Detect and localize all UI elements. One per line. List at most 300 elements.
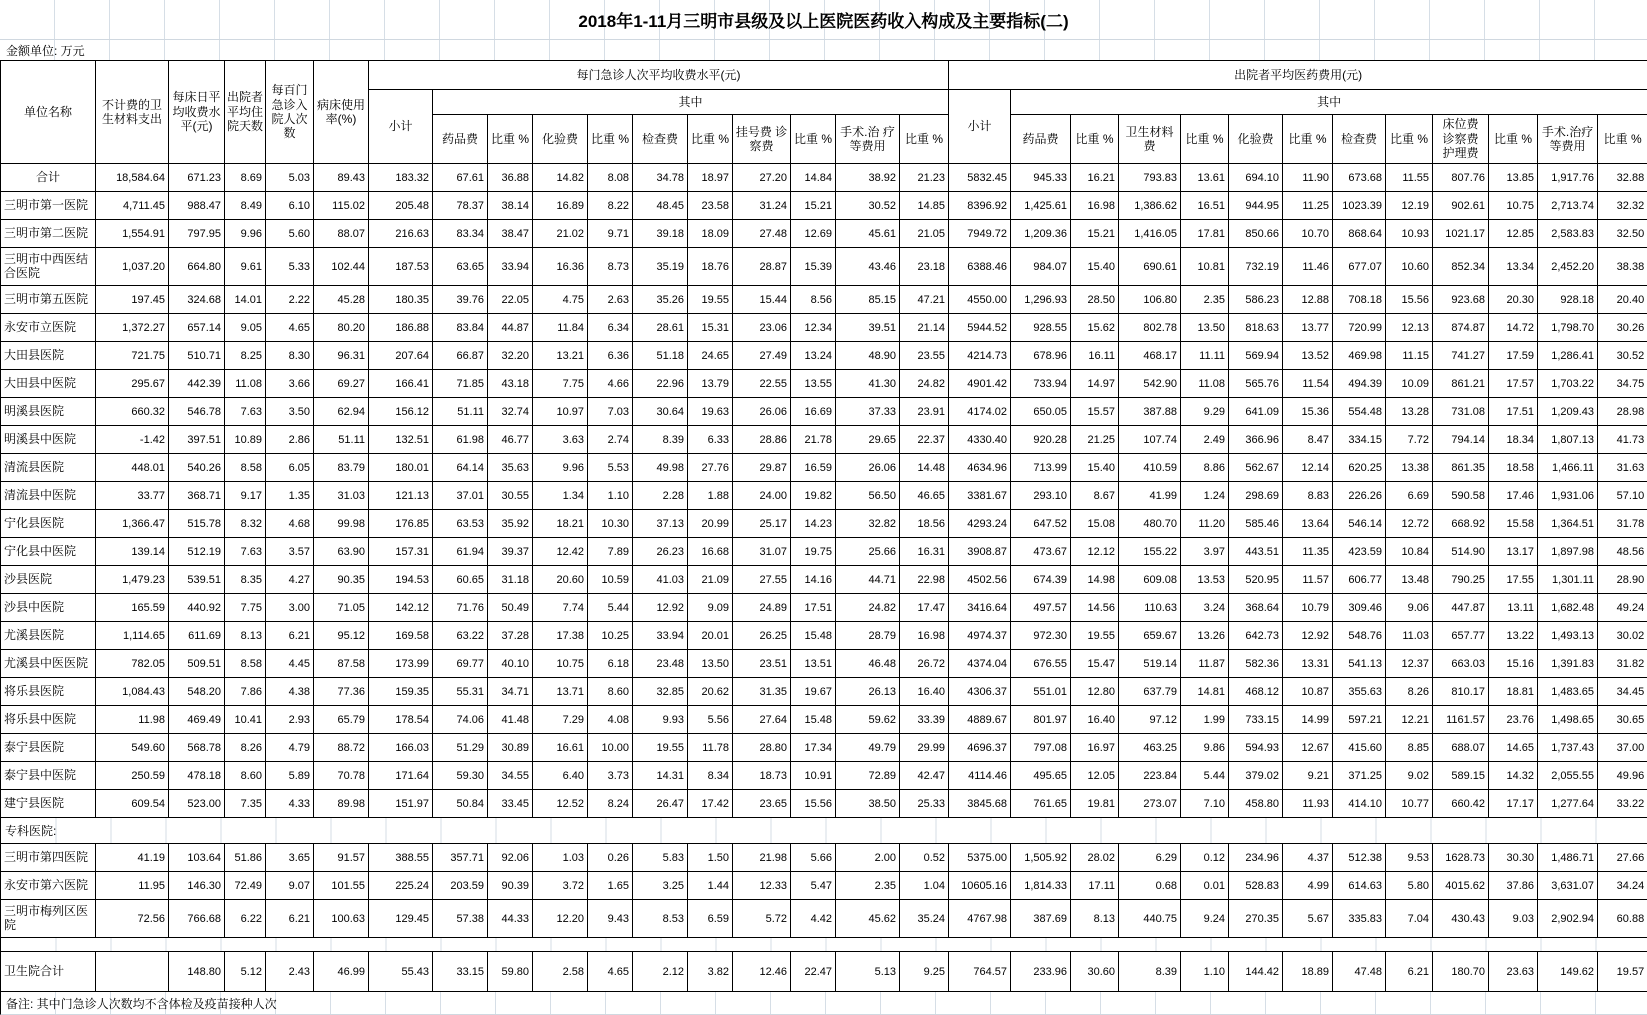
table-cell: 1.04: [900, 872, 949, 900]
table-cell: 440.92: [169, 594, 225, 622]
table-cell: 11.46: [1283, 248, 1333, 286]
row-name: 沙县医院: [1, 566, 96, 594]
table-cell: 16.97: [1071, 734, 1119, 762]
table-cell: 22.05: [488, 286, 533, 314]
row-name: 明溪县中医院: [1, 426, 96, 454]
table-cell: 90.39: [488, 872, 533, 900]
col-header-unit-name: 单位名称: [1, 61, 96, 164]
table-cell: 7.04: [1386, 900, 1433, 938]
table-cell: 1021.17: [1433, 220, 1489, 248]
table-cell: 1161.57: [1433, 706, 1489, 734]
table-cell: 47.48: [1333, 952, 1386, 992]
table-row: [1, 790, 1647, 818]
table-cell: 13.28: [1386, 398, 1433, 426]
table-cell: 528.83: [1229, 872, 1283, 900]
table-cell: 10.70: [1283, 220, 1333, 248]
table-cell: 4696.37: [949, 734, 1011, 762]
table-cell: 16.59: [791, 454, 836, 482]
table-cell: 10.41: [225, 706, 266, 734]
table-cell: 1,814.33: [1011, 872, 1071, 900]
table-cell: 17.47: [900, 594, 949, 622]
table-cell: 169.58: [369, 622, 433, 650]
table-cell: 12.42: [533, 538, 588, 566]
table-cell: 18.89: [1283, 952, 1333, 992]
table-cell: 7.86: [225, 678, 266, 706]
table-row: [1, 248, 1647, 286]
table-cell: 9.05: [225, 314, 266, 342]
table-cell: 155.22: [1119, 538, 1181, 566]
table-row: [1, 220, 1647, 248]
table-cell: 371.25: [1333, 762, 1386, 790]
table-cell: 478.18: [169, 762, 225, 790]
table-cell: 5.56: [688, 706, 733, 734]
table-cell: 10.30: [588, 510, 633, 538]
table-cell: 41.99: [1119, 482, 1181, 510]
table-cell: 107.74: [1119, 426, 1181, 454]
table-cell: 12.21: [1386, 706, 1433, 734]
table-cell: 47.21: [900, 286, 949, 314]
table-cell: 4374.04: [949, 650, 1011, 678]
table-cell: 89.43: [314, 164, 369, 192]
table-cell: 183.32: [369, 164, 433, 192]
table-cell: 0.26: [588, 844, 633, 872]
table-cell: 1,703.22: [1538, 370, 1598, 398]
col-header-daily-bed-fee: 每床日平均收费水平(元): [169, 61, 225, 164]
col-header-inpatient-subtotal: 小计: [949, 90, 1011, 164]
table-cell: 641.09: [1229, 398, 1283, 426]
table-cell: 27.20: [733, 164, 791, 192]
table-cell: 6.34: [588, 314, 633, 342]
table-cell: 8.25: [225, 342, 266, 370]
table-cell: 6.69: [1386, 482, 1433, 510]
table-cell: 8.53: [633, 900, 688, 938]
table-cell: 6.40: [533, 762, 588, 790]
table-cell: 23.51: [733, 650, 791, 678]
table-cell: 28.90: [1598, 566, 1647, 594]
table-cell: 20.99: [688, 510, 733, 538]
table-cell: 33.94: [488, 248, 533, 286]
table-cell: 12.05: [1071, 762, 1119, 790]
table-cell: 49.24: [1598, 594, 1647, 622]
table-cell: 39.76: [433, 286, 488, 314]
table-cell: 902.61: [1433, 192, 1489, 220]
table-cell: 37.13: [633, 510, 688, 538]
col-header-avg-stay-days: 出院者平均住院天数: [225, 61, 266, 164]
table-cell: 74.06: [433, 706, 488, 734]
table-cell: 928.18: [1538, 286, 1598, 314]
table-cell: 71.76: [433, 594, 488, 622]
table-cell: 55.31: [433, 678, 488, 706]
table-cell: 17.59: [1489, 342, 1538, 370]
table-cell: 32.88: [1598, 164, 1647, 192]
table-cell: 21.09: [688, 566, 733, 594]
table-cell: 766.68: [169, 900, 225, 938]
table-cell: 43.46: [836, 248, 900, 286]
table-cell: 51.29: [433, 734, 488, 762]
table-cell: 20.30: [1489, 286, 1538, 314]
table-cell: 30.65: [1598, 706, 1647, 734]
col-header-material-expense: 不计费的卫生材料支出: [96, 61, 169, 164]
table-row: [1, 650, 1647, 678]
table-cell: 546.14: [1333, 510, 1386, 538]
table-cell: 3.00: [266, 594, 314, 622]
table-cell: 562.67: [1229, 454, 1283, 482]
table-row: [1, 454, 1647, 482]
table-cell: 132.51: [369, 426, 433, 454]
table-cell: 71.05: [314, 594, 369, 622]
table-cell: 30.02: [1598, 622, 1647, 650]
table-cell: 9.09: [688, 594, 733, 622]
table-cell: 4174.02: [949, 398, 1011, 426]
row-name: 三明市梅列区医院: [1, 900, 96, 938]
table-cell: 8.13: [225, 622, 266, 650]
table-cell: 26.06: [836, 454, 900, 482]
table-cell: 2.43: [266, 952, 314, 992]
table-cell: 5375.00: [949, 844, 1011, 872]
table-cell: 4502.56: [949, 566, 1011, 594]
col-header-ip-material-ratio: 比重 %: [1181, 115, 1229, 164]
col-header-ip-surgery-fee: 手术.治疗 等费用: [1538, 115, 1598, 164]
table-cell: 25.66: [836, 538, 900, 566]
table-cell: 1,277.64: [1538, 790, 1598, 818]
table-cell: 515.78: [169, 510, 225, 538]
table-cell: 660.32: [96, 398, 169, 426]
table-cell: 387.69: [1011, 900, 1071, 938]
row-name: 三明市中西医结合医院: [1, 248, 96, 286]
table-cell: 61.94: [433, 538, 488, 566]
table-cell: 10.75: [1489, 192, 1538, 220]
table-cell: 5944.52: [949, 314, 1011, 342]
table-cell: 868.64: [1333, 220, 1386, 248]
table-cell: 41.30: [836, 370, 900, 398]
table-cell: 9.86: [1181, 734, 1229, 762]
section-row: [1, 818, 1647, 844]
table-cell: 660.42: [1433, 790, 1489, 818]
page-title: 2018年1-11月三明市县级及以上医院医药收入构成及主要指标(二): [0, 0, 1647, 40]
table-cell: 35.19: [633, 248, 688, 286]
table-cell: 149.62: [1538, 952, 1598, 992]
table-cell: 3908.87: [949, 538, 1011, 566]
unit-note: 金额单位: 万元: [0, 40, 1647, 60]
table-cell: 28.80: [733, 734, 791, 762]
table-cell: 26.72: [900, 650, 949, 678]
table-cell: 66.87: [433, 342, 488, 370]
table-cell: 20.40: [1598, 286, 1647, 314]
table-cell: 38.92: [836, 164, 900, 192]
table-cell: 1,296.93: [1011, 286, 1071, 314]
table-cell: 9.53: [1386, 844, 1433, 872]
table-cell: 166.41: [369, 370, 433, 398]
table-cell: 1,493.13: [1538, 622, 1598, 650]
table-cell: 642.73: [1229, 622, 1283, 650]
group-header-outpatient-among: 其中: [433, 90, 949, 115]
table-cell: 366.96: [1229, 426, 1283, 454]
table-cell: 9.03: [1489, 900, 1538, 938]
table-cell: 24.65: [688, 342, 733, 370]
table-cell: 60.65: [433, 566, 488, 594]
table-row: [1, 510, 1647, 538]
table-cell: 178.54: [369, 706, 433, 734]
table-cell: 16.31: [900, 538, 949, 566]
table-cell: 27.55: [733, 566, 791, 594]
table-cell: 23.58: [688, 192, 733, 220]
row-name: 大田县中医院: [1, 370, 96, 398]
table-cell: 72.49: [225, 872, 266, 900]
table-cell: 620.25: [1333, 454, 1386, 482]
table-cell: 16.61: [533, 734, 588, 762]
table-cell: 1.99: [1181, 706, 1229, 734]
table-cell: 861.21: [1433, 370, 1489, 398]
table-cell: 31.03: [314, 482, 369, 510]
table-cell: 720.99: [1333, 314, 1386, 342]
table-cell: 34.24: [1598, 872, 1647, 900]
table-cell: 1,372.27: [96, 314, 169, 342]
table-cell: 26.06: [733, 398, 791, 426]
table-cell: 203.59: [433, 872, 488, 900]
table-cell: 611.69: [169, 622, 225, 650]
table-cell: 30.60: [1071, 952, 1119, 992]
table-cell: 17.38: [533, 622, 588, 650]
table-cell: 3.73: [588, 762, 633, 790]
table-cell: 13.64: [1283, 510, 1333, 538]
row-name: 三明市第二医院: [1, 220, 96, 248]
table-cell: 674.39: [1011, 566, 1071, 594]
row-name: 三明市第五医院: [1, 286, 96, 314]
table-cell: 151.97: [369, 790, 433, 818]
row-name: 沙县中医院: [1, 594, 96, 622]
table-cell: 85.15: [836, 286, 900, 314]
col-header-ip-drug-ratio: 比重 %: [1071, 115, 1119, 164]
table-cell: 2.22: [266, 286, 314, 314]
table-cell: 5.60: [266, 220, 314, 248]
row-name: 宁化县医院: [1, 510, 96, 538]
table-cell: 33.15: [433, 952, 488, 992]
table-row: [1, 342, 1647, 370]
table-cell: 920.28: [1011, 426, 1071, 454]
table-cell: 1,554.91: [96, 220, 169, 248]
table-cell: 0.01: [1181, 872, 1229, 900]
col-header-ip-bed-nursing-fee: 床位费 诊察费 护理费: [1433, 115, 1489, 164]
table-cell: 8.34: [688, 762, 733, 790]
table-cell: 27.66: [1598, 844, 1647, 872]
table-cell: 510.71: [169, 342, 225, 370]
table-cell: 874.87: [1433, 314, 1489, 342]
table-cell: 23.06: [733, 314, 791, 342]
table-cell: 32.85: [633, 678, 688, 706]
table-cell: 1.10: [588, 482, 633, 510]
table-cell: 782.05: [96, 650, 169, 678]
col-header-admissions-per-100: 每百门急诊入院人次数: [266, 61, 314, 164]
table-cell: 15.40: [1071, 454, 1119, 482]
table-cell: 423.59: [1333, 538, 1386, 566]
table-cell: 49.79: [836, 734, 900, 762]
table-cell: 8.83: [1283, 482, 1333, 510]
table-cell: 15.48: [791, 706, 836, 734]
table-cell: 463.25: [1119, 734, 1181, 762]
table-cell: 519.14: [1119, 650, 1181, 678]
table-cell: 44.33: [488, 900, 533, 938]
table-cell: 442.39: [169, 370, 225, 398]
table-cell: 129.45: [369, 900, 433, 938]
table-cell: 31.82: [1598, 650, 1647, 678]
table-cell: 410.59: [1119, 454, 1181, 482]
table-cell: 1,366.47: [96, 510, 169, 538]
table-cell: 4.08: [588, 706, 633, 734]
table-cell: 0.68: [1119, 872, 1181, 900]
table-cell: 512.38: [1333, 844, 1386, 872]
table-cell: 40.10: [488, 650, 533, 678]
table-cell: 548.76: [1333, 622, 1386, 650]
table-cell: 18.76: [688, 248, 733, 286]
table-cell: 668.92: [1433, 510, 1489, 538]
table-cell: 15.47: [1071, 650, 1119, 678]
table-cell: 46.48: [836, 650, 900, 678]
table-cell: 4.99: [1283, 872, 1333, 900]
table-cell: 1.24: [1181, 482, 1229, 510]
table-row: [1, 762, 1647, 790]
table-cell: 657.77: [1433, 622, 1489, 650]
table-cell: 9.21: [1283, 762, 1333, 790]
table-cell: 88.72: [314, 734, 369, 762]
table-cell: 16.69: [791, 398, 836, 426]
table-cell: 216.63: [369, 220, 433, 248]
table-cell: 37.86: [1489, 872, 1538, 900]
table-cell: 447.87: [1433, 594, 1489, 622]
table-cell: 22.47: [791, 952, 836, 992]
table-cell: 15.21: [1071, 220, 1119, 248]
table-cell: 13.50: [688, 650, 733, 678]
table-cell: 12.88: [1283, 286, 1333, 314]
table-cell: 9.61: [225, 248, 266, 286]
table-cell: 95.12: [314, 622, 369, 650]
table-cell: 34.78: [633, 164, 688, 192]
table-cell: 10.59: [588, 566, 633, 594]
table-cell: 1,416.05: [1119, 220, 1181, 248]
table-cell: 741.27: [1433, 342, 1489, 370]
table-cell: 2.86: [266, 426, 314, 454]
table-cell: 13.50: [1181, 314, 1229, 342]
table-cell: 8.26: [1386, 678, 1433, 706]
table-row: [1, 426, 1647, 454]
table-cell: 590.58: [1433, 482, 1489, 510]
table-cell: 16.40: [1071, 706, 1119, 734]
table-cell: 8.30: [266, 342, 314, 370]
group-header-inpatient-among: 其中: [1011, 90, 1647, 115]
table-cell: 614.63: [1333, 872, 1386, 900]
table-cell: 14.56: [1071, 594, 1119, 622]
table-cell: 0.52: [900, 844, 949, 872]
table-cell: 24.82: [836, 594, 900, 622]
table-cell: 18.58: [1489, 454, 1538, 482]
table-cell: 14.23: [791, 510, 836, 538]
table-cell: 586.23: [1229, 286, 1283, 314]
table-cell: 12.52: [533, 790, 588, 818]
row-name: 清流县医院: [1, 454, 96, 482]
table-cell: 797.08: [1011, 734, 1071, 762]
table-cell: 3.66: [266, 370, 314, 398]
table-cell: 11.93: [1283, 790, 1333, 818]
table-cell: 733.15: [1229, 706, 1283, 734]
table-cell: 13.26: [1181, 622, 1229, 650]
table-cell: 15.21: [791, 192, 836, 220]
table-cell: 309.46: [1333, 594, 1386, 622]
table-cell: 32.82: [836, 510, 900, 538]
table-cell: 1.44: [688, 872, 733, 900]
table-cell: 10.00: [588, 734, 633, 762]
row-name: 永安市第六医院: [1, 872, 96, 900]
table-cell: 512.19: [169, 538, 225, 566]
table-cell: 10.97: [533, 398, 588, 426]
table-cell: 32.20: [488, 342, 533, 370]
table-cell: 9.71: [588, 220, 633, 248]
table-cell: 15.40: [1071, 248, 1119, 286]
table-cell: 7.63: [225, 398, 266, 426]
table-cell: 24.00: [733, 482, 791, 510]
table-cell: 523.00: [169, 790, 225, 818]
table-cell: 14.72: [1489, 314, 1538, 342]
table-cell: 16.89: [533, 192, 588, 220]
table-cell: 26.13: [836, 678, 900, 706]
table-cell: 41.19: [96, 844, 169, 872]
table-cell: 30.30: [1489, 844, 1538, 872]
table-cell: 12.33: [733, 872, 791, 900]
table-cell: 12.72: [1386, 510, 1433, 538]
table-cell: 14.65: [1489, 734, 1538, 762]
table-cell: 121.13: [369, 482, 433, 510]
table-cell: 166.03: [369, 734, 433, 762]
table-cell: 923.68: [1433, 286, 1489, 314]
table-cell: 45.61: [836, 220, 900, 248]
table-cell: 387.88: [1119, 398, 1181, 426]
table-cell: 29.65: [836, 426, 900, 454]
table-cell: 4.42: [791, 900, 836, 938]
table-cell: 31.07: [733, 538, 791, 566]
table-cell: 22.96: [633, 370, 688, 398]
table-cell: 91.57: [314, 844, 369, 872]
table-cell: 33.77: [96, 482, 169, 510]
table-cell: 12.92: [1283, 622, 1333, 650]
table-cell: 12.34: [791, 314, 836, 342]
table-cell: 10.77: [1386, 790, 1433, 818]
table-cell: 92.06: [488, 844, 533, 872]
table-cell: 11.20: [1181, 510, 1229, 538]
table-cell: 7.35: [225, 790, 266, 818]
table-cell: 24.82: [900, 370, 949, 398]
table-cell: 4767.98: [949, 900, 1011, 938]
table-cell: 13.53: [1181, 566, 1229, 594]
remark-note: 备注: 其中门急诊人次数均不含体检及疫苗接种人次: [0, 992, 1647, 1015]
table-cell: 19.55: [633, 734, 688, 762]
table-cell: 30.55: [488, 482, 533, 510]
table-cell: 861.35: [1433, 454, 1489, 482]
row-name: 卫生院合计: [1, 952, 96, 992]
table-cell: 7.63: [225, 538, 266, 566]
table-cell: 582.36: [1229, 650, 1283, 678]
table-cell: 509.51: [169, 650, 225, 678]
table-cell: 14.99: [1283, 706, 1333, 734]
table-cell: 2.12: [633, 952, 688, 992]
table-row: [1, 952, 1647, 992]
table-cell: 270.35: [1229, 900, 1283, 938]
table-cell: 4889.67: [949, 706, 1011, 734]
table-cell: 15.57: [1071, 398, 1119, 426]
table-cell: 3.57: [266, 538, 314, 566]
col-header-ip-drug-fee: 药品费: [1011, 115, 1071, 164]
table-cell: 15.56: [1386, 286, 1433, 314]
table-cell: 27.48: [733, 220, 791, 248]
table-cell: 16.40: [900, 678, 949, 706]
table-cell: 20.62: [688, 678, 733, 706]
